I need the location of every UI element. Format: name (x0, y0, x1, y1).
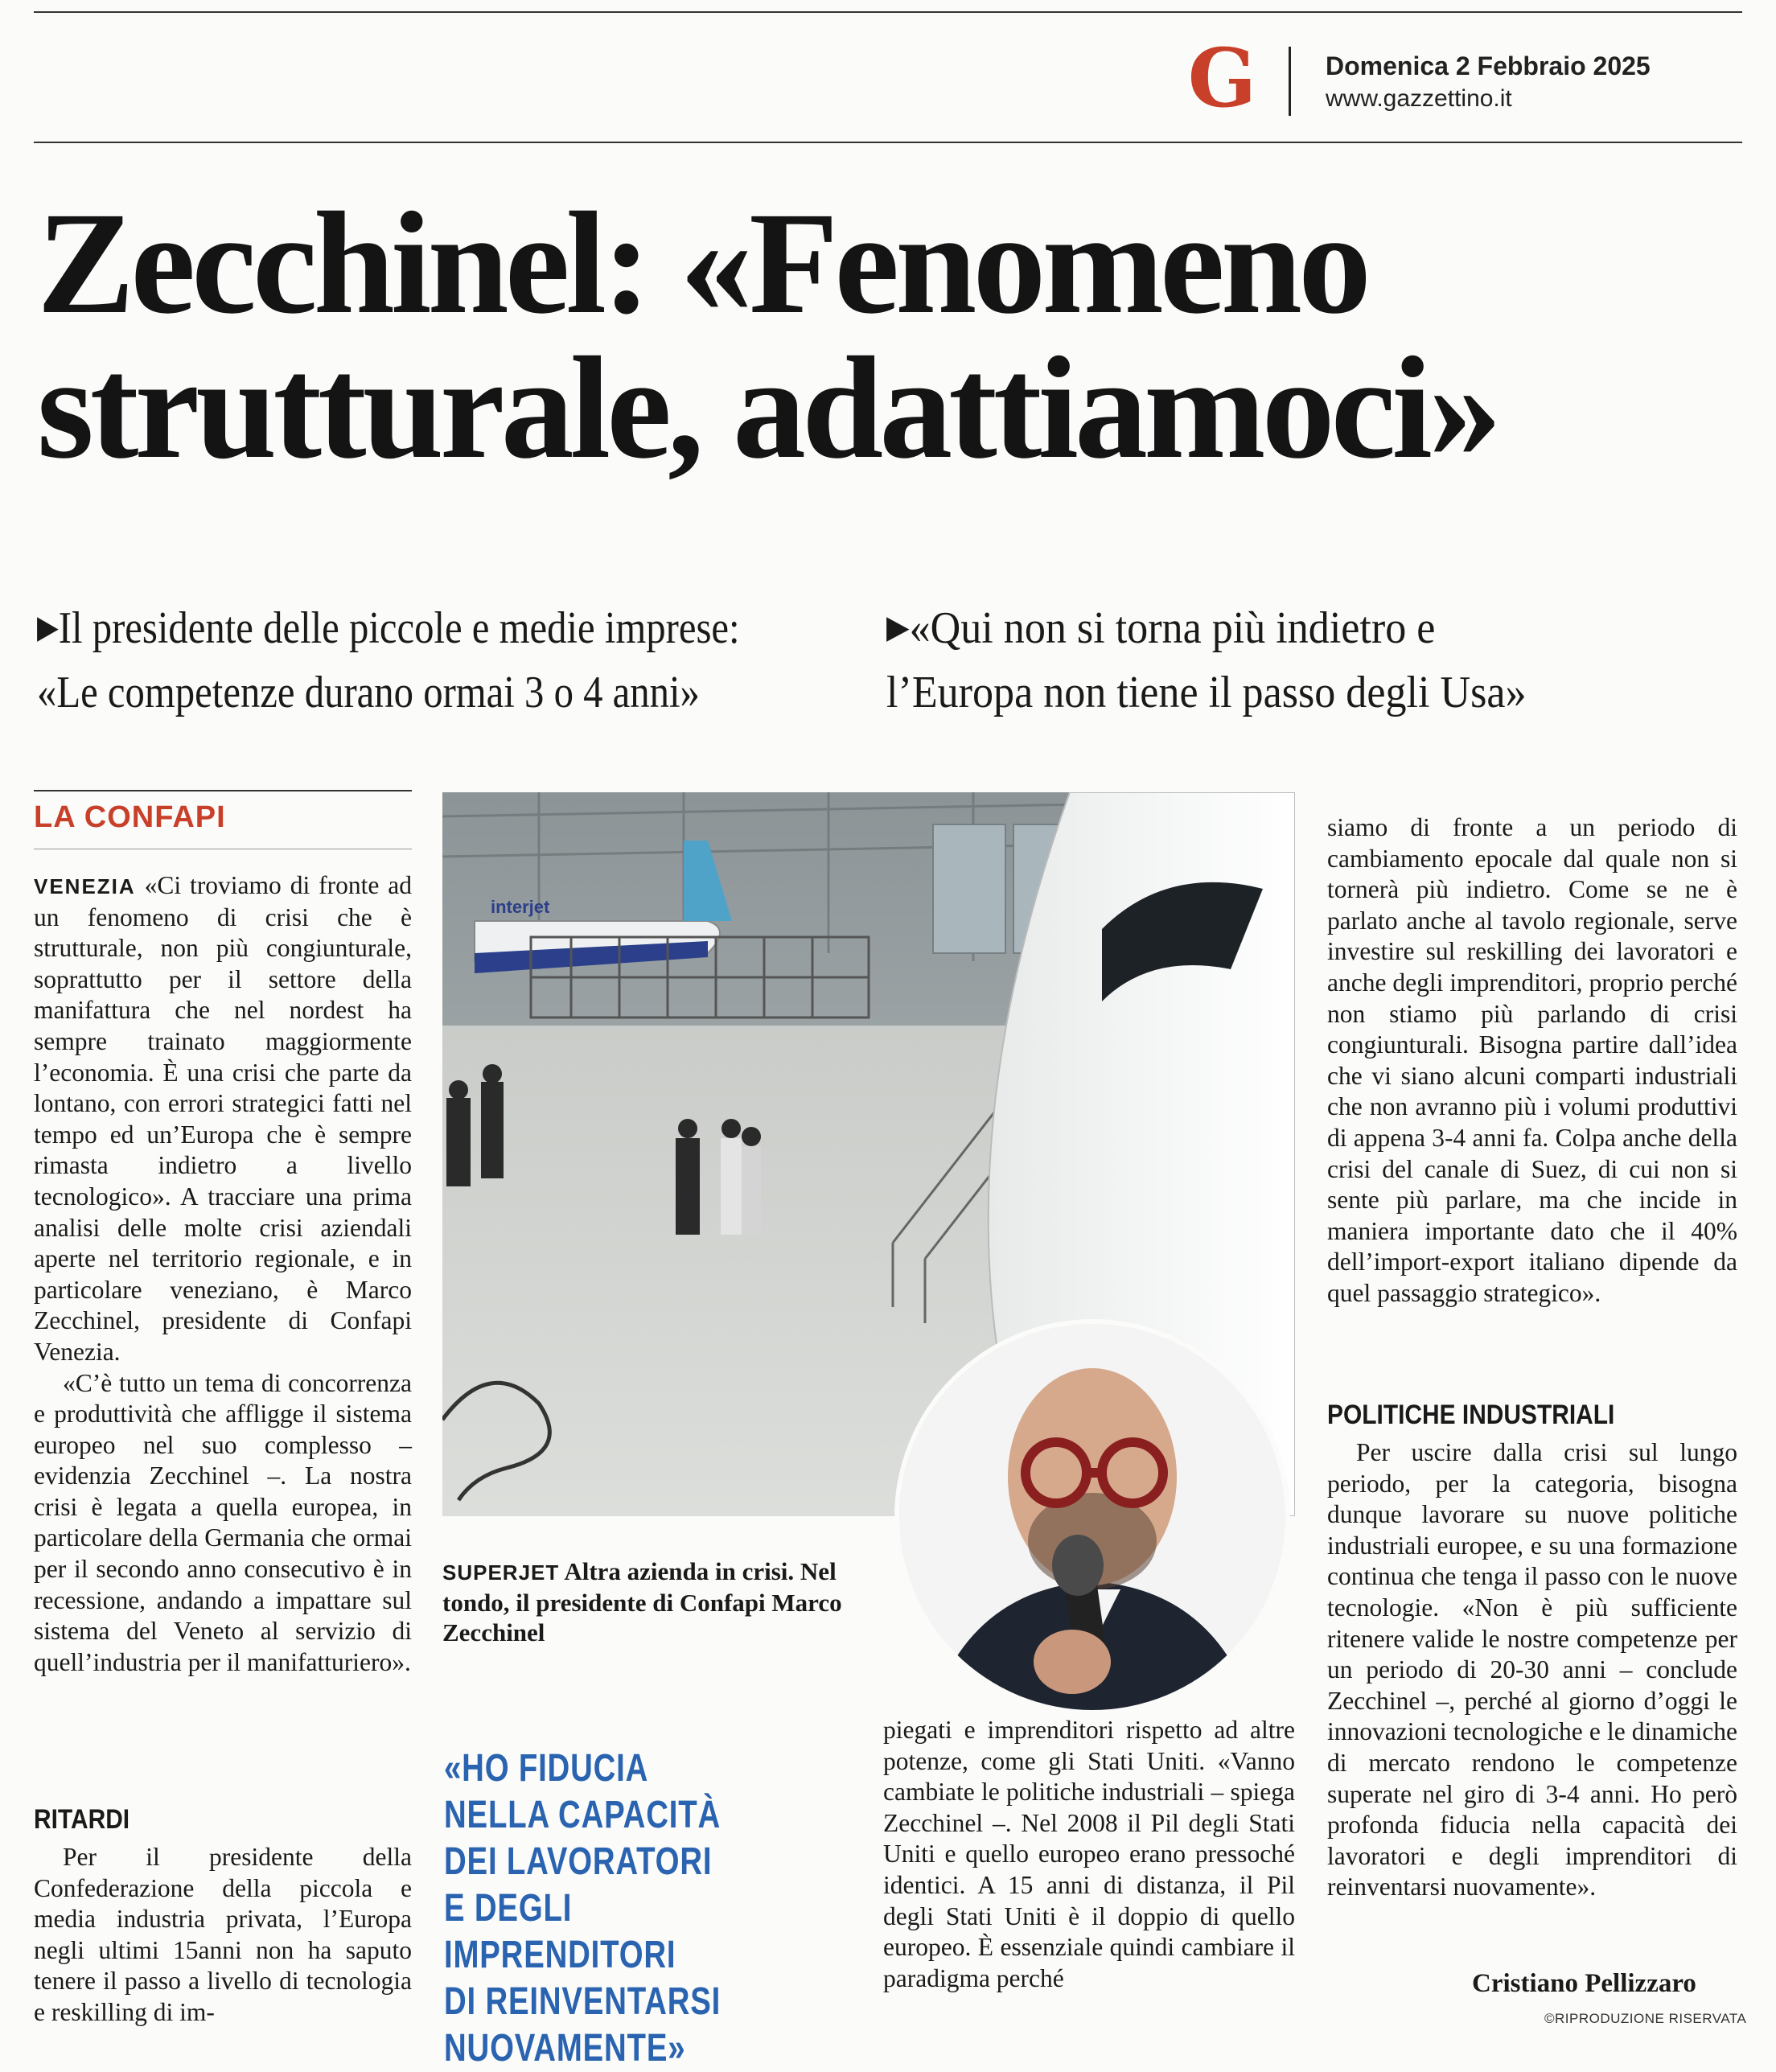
triangle-marker-icon: ▶ (886, 609, 910, 646)
photo-caption (442, 1556, 845, 1647)
column-2-para: piegati e imprenditori rispetto ad altre potenze, come gli Stati Uniti. «Vanno cambiate le politiche industriali – spiega Zecchinel –. Nel 2008 il Pil degli Stati Uniti e quello europeo erano pressoché identici. A 15 anni di distanza, il Pil degli Stati Uniti è il doppio di quello europeo. È essenziale quindi cambiare il paradigma perché (883, 1716, 1295, 1992)
website-url: www.gazzettino.it (1326, 85, 1512, 112)
column-1-para-1: VENEZIA «Ci troviamo di fronte ad un fenomeno di crisi che è strutturale, non più congiunturale, soprattutto per il settore della manifattura che nel nordest ha sempre trainato maggiormente l’economia. È una crisi che parte da lontano, con errori strategici fatti nel tempo ed un’Europa che è sempre rimasta indietro a livello tecnologico». A tracciare una prima analisi delle molte crisi aziendali aperte nel territorio regionale, e in particolare veneziano, è Marco Zecchinel, presidente di Confapi Venezia. (34, 871, 413, 1366)
column-1-para-2: «C’è tutto un tema di concorrenza e produttività che affligge il sistema europeo nel suo complesso – evidenzia Zecchinel –. La nostra crisi è legata a quella europea, in particolare della Germania che ormai per il secondo anno consecutivo è in recessione, andando a impattare sul sistema del Veneto al servizio di quell’industria per il manifatturiero». (34, 1368, 412, 1676)
pull-quote: «HO FIDUCIA NELLA CAPACITÀ DEI LAVORATORI E DEGLI IMPRENDITORI DI REINVENTARSI NUOVAMENTE» (444, 1747, 722, 2070)
subhead-left (37, 595, 874, 725)
column-3-para-2: Per uscire dalla crisi sul lungo periodo, per la categoria, bisogna dunque lavorare su nuove politiche industriali europee, e su una formazione continua che tenga il passo con le nuove tecnologie. «Non è più sufficiente ritenere valide le nostre competenze per un periodo di 20-30 anni – conclude Zecchinel –, perché al giorno d’oggi le innovazioni tecnologiche e le dinamiche di mercato rendono le competenze superate nel giro di 3-4 anni. Ho però profonda fiducia nella capacità dei lavoratori e degli imprenditori di reinventarsi nuovamente». (1327, 1438, 1737, 1901)
aircraft-livery: interjet (491, 897, 550, 917)
copyright-notice: ©RIPRODUZIONE RISERVATA (1544, 2011, 1747, 2026)
column-3 (1327, 812, 1737, 1309)
headline (37, 183, 1758, 489)
subhead-left-line-2: «Le competenze durano ormai 3 o 4 anni» (37, 668, 700, 717)
section-rule (34, 790, 412, 791)
issue-date: Domenica 2 Febbraio 2025 (1326, 51, 1651, 80)
caption-keyword: SUPERJET (442, 1560, 560, 1585)
headline-line-2: strutturale, adattiamoci» (37, 327, 1498, 489)
headline-line-1: Zecchinel: «Fenomeno (37, 183, 1367, 344)
subhead-right (886, 595, 1763, 725)
subhead-ritardi: RITARDI (34, 1804, 130, 1835)
subhead-left-line-1: Il presidente delle piccole e medie imprese: (58, 603, 740, 653)
portrait-marco-zecchinel (894, 1319, 1290, 1715)
masthead-separator (1289, 47, 1291, 116)
subhead-politiche-industriali: POLITICHE INDUSTRIALI (1327, 1400, 1615, 1430)
column-1-para-3: Per il presidente della Confederazione della piccola e media industria privata, l’Europa negli ultimi 15anni non ha saputo tenere il passo a livello di tecnologia e reskilling di im- (34, 1843, 412, 2026)
caption-text: Altra azienda in crisi. Nel tondo, il presidente di Confapi Marco Zecchinel (442, 1557, 842, 1646)
top-rule (34, 11, 1742, 13)
column-3-continued (1327, 1437, 1737, 1903)
gazzettino-logo: G (1187, 31, 1257, 125)
triangle-marker-icon: ▶ (37, 609, 59, 646)
column-3-para-1: siamo di fronte a un periodo di cambiamento epocale dal quale non si tornerà più indietro. Come se ne è parlato anche al tavolo regionale, serve investire sul reskilling dei lavoratori e anche degli imprenditori, proprio perché non stiamo più parlando di crisi congiunturali. Bisogna partire dall’idea che vi siano alcuni comparti industriali che non avranno più i volumi produttivi di appena 3-4 anni fa. Colpa anche della crisi del canale di Suez, di cui non si sente più parlare, ma che incide in maniera importante dato che il 40% dell’import-export italiano dipende da quel passaggio strategico». (1327, 813, 1737, 1307)
byline: Cristiano Pellizzaro (1472, 1969, 1696, 1998)
dateline: VENEZIA (34, 874, 136, 898)
subhead-right-line-2: l’Europa non tiene il passo degli Usa» (886, 668, 1527, 717)
section-label: LA CONFAPI (34, 800, 226, 834)
subhead-right-line-1: «Qui non si torna più indietro e (909, 603, 1436, 653)
portrait-illustration (899, 1324, 1285, 1710)
column-1-continued (34, 1842, 412, 2029)
masthead-rule (34, 142, 1742, 143)
column-2 (883, 1715, 1295, 1994)
column-1 (34, 870, 412, 1678)
